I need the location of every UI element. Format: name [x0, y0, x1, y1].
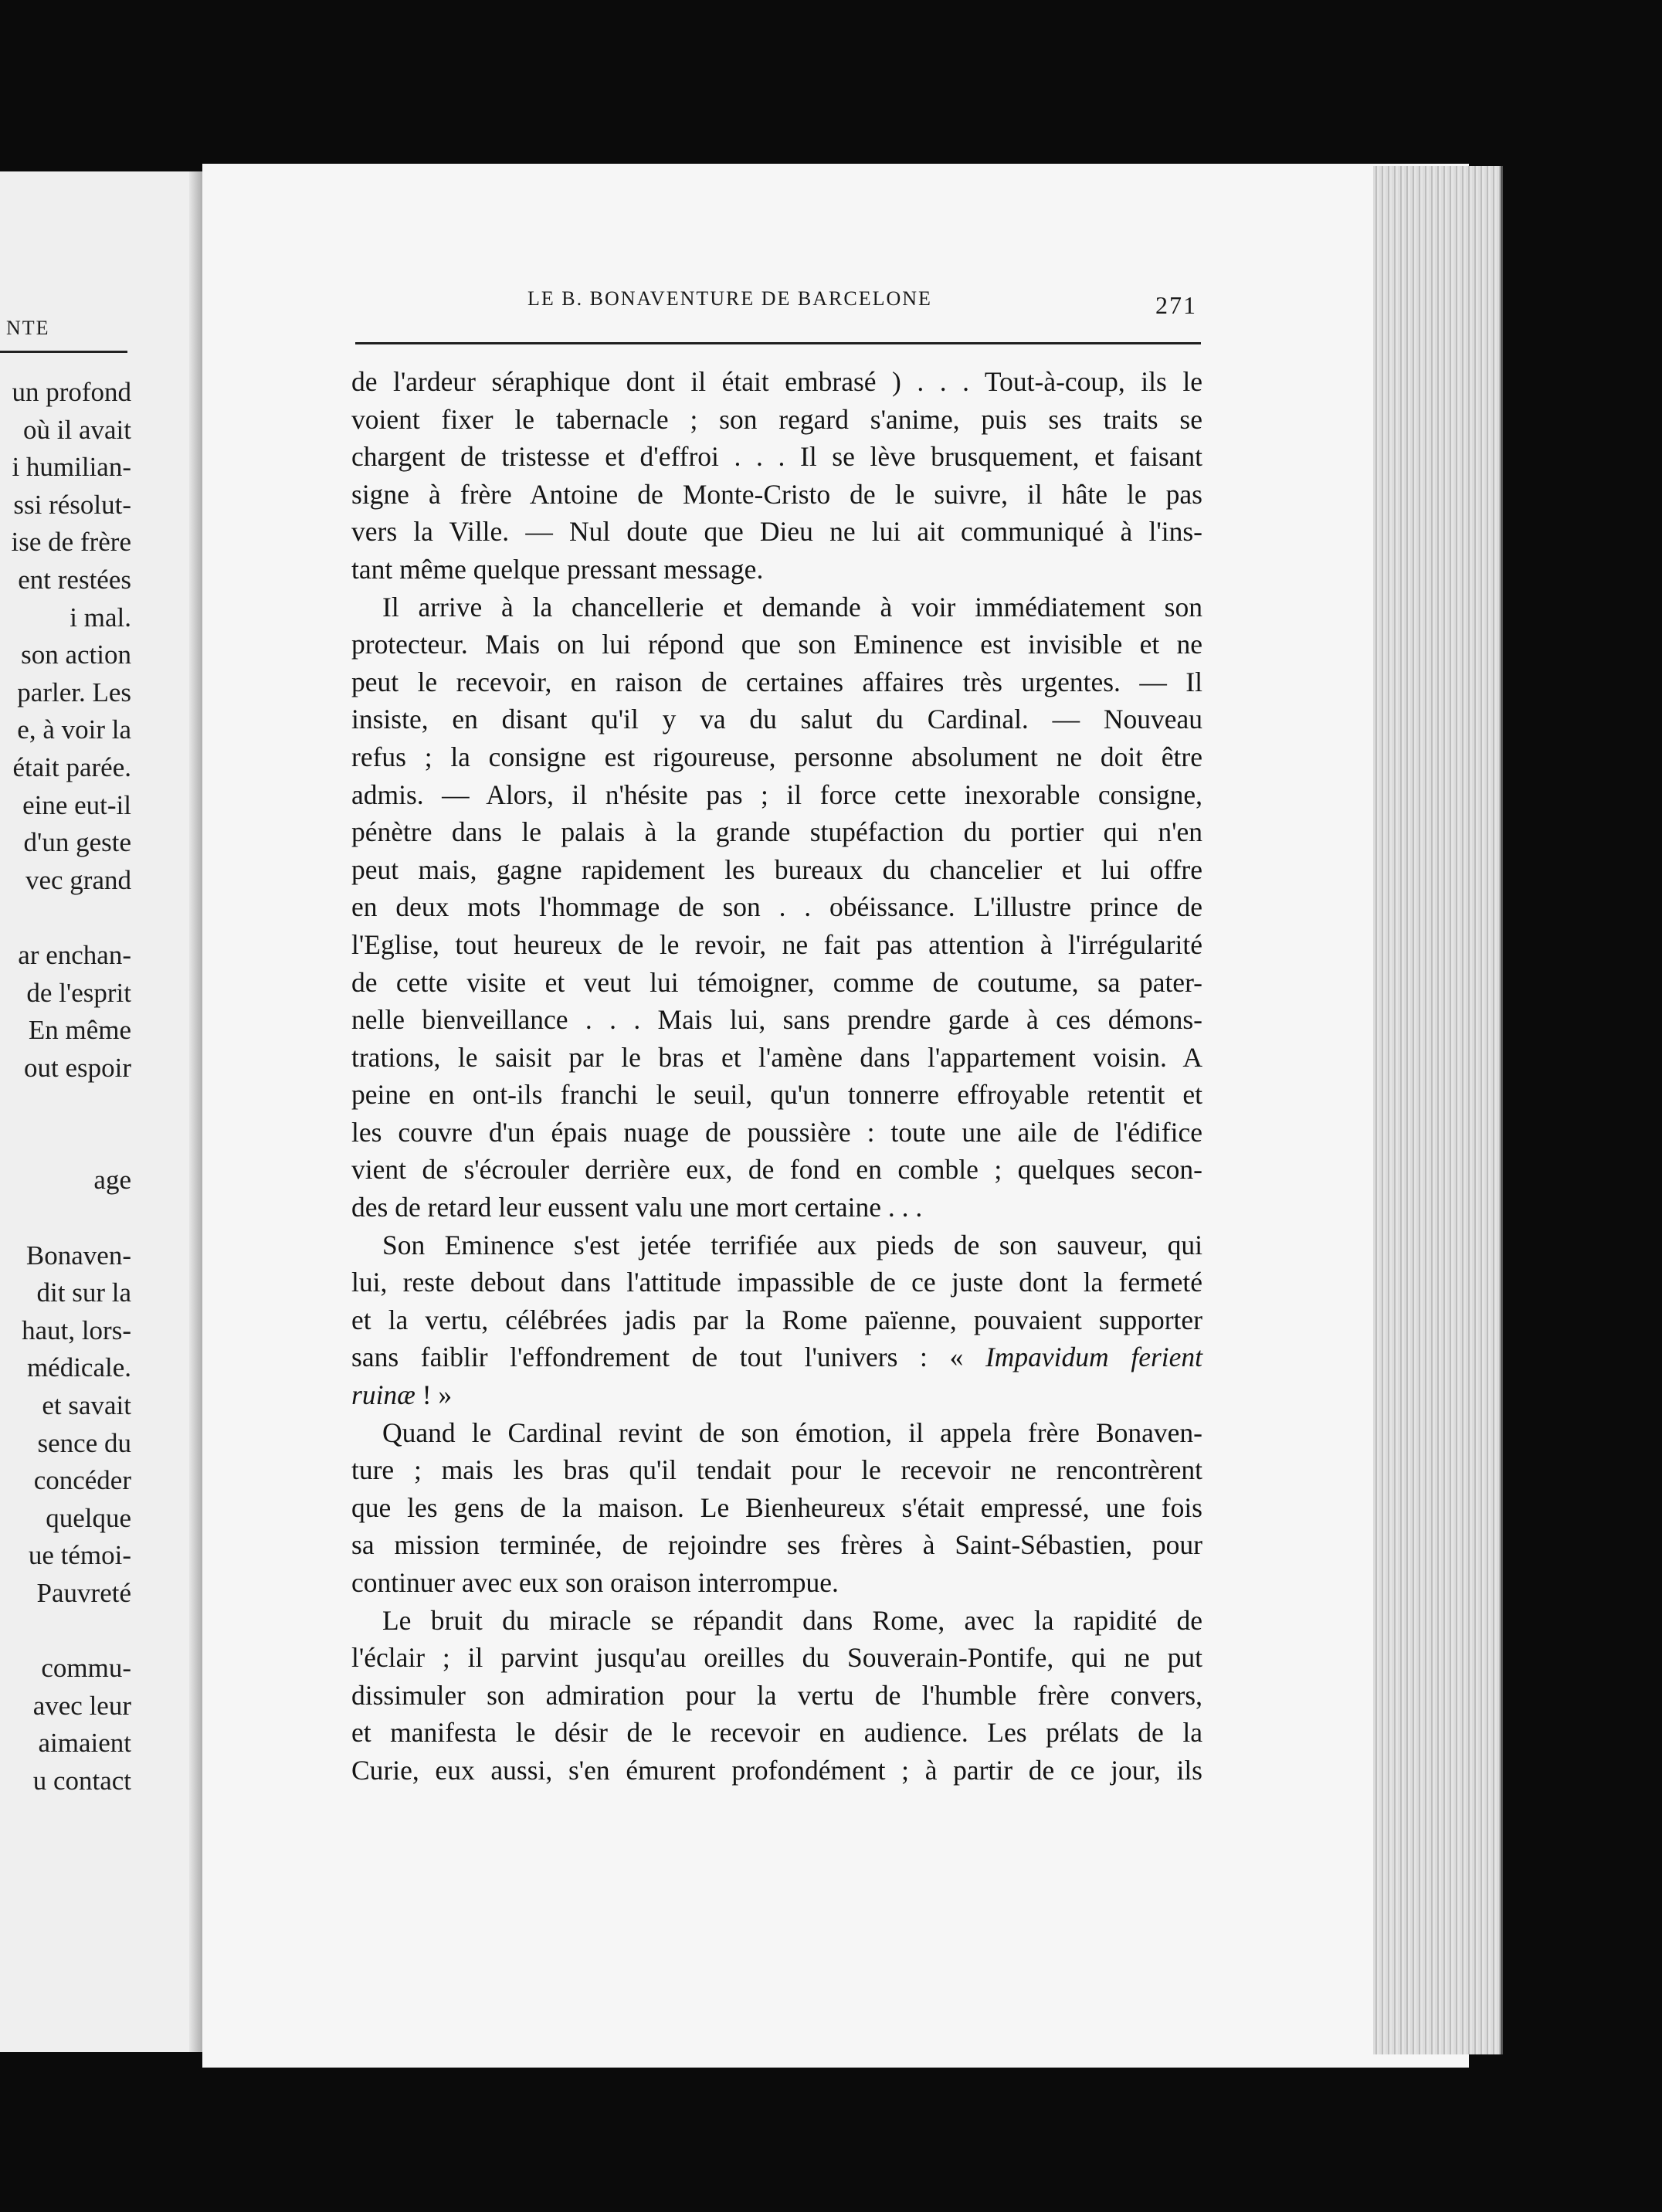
text-line-content: peut mais, gagne rapidement les bureaux du chancelier et lui offre — [351, 853, 1202, 885]
left-text-line: e, à voir la — [17, 714, 131, 745]
text-line — [351, 964, 1202, 1002]
text-line-content: de cette visite et veut lui témoigner, comme de coutume, sa pater- — [351, 966, 1202, 998]
text-line — [351, 1376, 1202, 1414]
text-line-content: trations, le saisit par le bras et l'amène dans l'appartement voisin. A — [351, 1041, 1202, 1073]
text-line — [351, 1451, 1202, 1489]
left-text-line: haut, lors- — [22, 1315, 131, 1345]
left-text-line: dit sur la — [36, 1277, 131, 1308]
left-text-line: médicale. — [26, 1352, 131, 1383]
left-text-line: concéder — [33, 1465, 131, 1496]
text-line — [351, 926, 1202, 964]
text-line-content: nelle bienveillance . . . Mais lui, sans prendre garde à ces démons- — [351, 1004, 1202, 1036]
text-line-content: pénètre dans le palais à la grande stupéfaction du portier qui n'en — [351, 816, 1202, 848]
left-header-rule — [0, 351, 127, 353]
left-text-line: Pauvreté — [36, 1578, 131, 1608]
left-page-text — [12, 374, 131, 1800]
left-text-line: était parée. — [12, 751, 131, 782]
running-head: LE B. BONAVENTURE DE BARCELONE — [527, 287, 932, 310]
text-line-content: ture ; mais les bras qu'il tendait pour le recevoir ne rencontrèrent — [351, 1454, 1202, 1486]
text-line — [351, 1114, 1202, 1152]
italic-quote: Impavidum ferient — [985, 1342, 1202, 1373]
left-text-line: quelque — [46, 1502, 131, 1533]
text-line-tail: ! » — [415, 1379, 453, 1411]
left-text-line: ent restées — [18, 564, 131, 595]
left-text-line: i mal. — [70, 602, 131, 633]
left-text-line: de l'esprit — [26, 977, 131, 1008]
text-line — [351, 813, 1202, 851]
left-text-line: avec leur — [32, 1690, 131, 1721]
text-line — [351, 851, 1202, 889]
text-line-content: admis. — Alors, il n'hésite pas ; il force cette inexorable consigne, — [351, 779, 1202, 810]
text-line-content: l'éclair ; il parvint jusqu'au oreilles du Souverain-Pontife, qui ne put — [351, 1642, 1202, 1674]
left-text-line: aimaient — [38, 1728, 131, 1759]
left-text-line: u contact — [32, 1765, 131, 1796]
text-line — [351, 476, 1202, 514]
text-line-content: insiste, en disant qu'il y va du salut du Cardinal. — Nouveau — [351, 704, 1202, 735]
text-line-content: peine en ont-ils franchi le seuil, qu'un tonnerre effroyable retentit et — [351, 1079, 1202, 1111]
left-text-line: d'un geste — [23, 827, 131, 858]
text-line-content: protecteur. Mais on lui répond que son Eminence est invisible et ne — [351, 629, 1202, 660]
text-line — [351, 1189, 1202, 1226]
text-line — [351, 1602, 1202, 1640]
left-text-line: où il avait — [23, 414, 131, 445]
left-text-line: sence du — [37, 1427, 131, 1458]
text-line — [351, 1639, 1202, 1677]
text-line-content: continuer avec eux son oraison interrompue. — [351, 1567, 839, 1598]
left-page — [0, 171, 202, 2052]
left-text-line — [12, 1613, 131, 1651]
text-line-content: voient fixer le tabernacle ; son regard s'anime, puis ses traits se — [351, 403, 1202, 435]
text-line — [351, 1001, 1202, 1039]
text-line-content: les couvre d'un épais nuage de poussière : toute une aile de l'édifice — [351, 1116, 1202, 1148]
text-line-content: sa mission terminée, de rejoindre ses frères à Saint-Sébastien, pour — [351, 1529, 1202, 1561]
text-line — [351, 513, 1202, 551]
text-line — [351, 776, 1202, 814]
text-line — [351, 888, 1202, 926]
left-text-line — [12, 1087, 131, 1125]
left-text-line: ue témoi- — [28, 1540, 131, 1571]
left-text-line: eine eut-il — [22, 789, 131, 820]
text-line-content: Quand le Cardinal revint de son émotion, il appela frère Bonaven- — [382, 1416, 1202, 1448]
left-text-line: Bonaven- — [25, 1240, 131, 1271]
text-line-content: peut le recevoir, en raison de certaines affaires très urgentes. — Il — [351, 666, 1202, 697]
text-line — [351, 1714, 1202, 1752]
text-line — [351, 589, 1202, 626]
left-text-line: i humilian- — [12, 452, 131, 483]
text-line — [351, 738, 1202, 776]
left-text-line: commu- — [41, 1653, 131, 1684]
text-line-content: vient de s'écrouler derrière eux, de fond en comble ; quelques secon- — [351, 1154, 1202, 1186]
left-text-line: vec grand — [25, 864, 131, 895]
left-text-line: age — [93, 1165, 131, 1196]
text-line-content: en deux mots l'hommage de son . . obéissance. L'illustre prince de — [351, 891, 1202, 923]
header-rule — [355, 342, 1201, 344]
text-line — [351, 1752, 1202, 1790]
left-text-line: out espoir — [23, 1052, 131, 1083]
text-line — [351, 1414, 1202, 1452]
left-running-head: NTE — [6, 317, 50, 339]
left-text-line: ise de frère — [11, 527, 131, 558]
text-line-content: de l'ardeur séraphique dont il était embrasé ) . . . Tout-à-coup, ils le — [351, 366, 1202, 397]
text-line — [351, 701, 1202, 738]
left-text-line: ssi résolut- — [13, 489, 131, 520]
text-line-content: dissimuler son admiration pour la vertu de l'humble frère convers, — [351, 1679, 1202, 1711]
text-line — [351, 1526, 1202, 1564]
left-text-line: un profond — [12, 377, 131, 407]
text-line-content: des de retard leur eussent valu une mort certaine . . . — [351, 1192, 923, 1223]
text-line-content: l'Eglise, tout heureux de le revoir, ne fait pas attention à l'irrégularité — [351, 928, 1202, 960]
text-line — [351, 1264, 1202, 1301]
text-line — [351, 1151, 1202, 1189]
left-text-line — [12, 1125, 131, 1162]
text-line-content: sans faiblir l'effondrement de tout l'univers : « — [351, 1342, 985, 1373]
text-line — [351, 551, 1202, 589]
text-line-content: tant même quelque pressant message. — [351, 553, 764, 585]
text-line — [351, 363, 1202, 401]
text-line — [351, 1226, 1202, 1264]
text-line-content: refus ; la consigne est rigoureuse, personne absolument ne doit être — [351, 741, 1202, 772]
body-text — [351, 363, 1202, 1790]
left-text-line: parler. Les — [17, 677, 131, 707]
text-line — [351, 1039, 1202, 1077]
text-line — [351, 1076, 1202, 1114]
text-line — [351, 1489, 1202, 1527]
text-line-content: que les gens de la maison. Le Bienheureux s'était empressé, une fois — [351, 1491, 1202, 1523]
left-text-line — [12, 899, 131, 937]
text-line-content: vers la Ville. — Nul doute que Dieu ne lui ait communiqué à l'ins- — [351, 516, 1202, 548]
left-text-line — [12, 1199, 131, 1237]
text-line — [351, 1564, 1202, 1602]
text-line-content: et la vertu, célébrées jadis par la Rome païenne, pouvaient supporter — [351, 1304, 1202, 1335]
text-line-content: Le bruit du miracle se répandit dans Rome, avec la rapidité de — [382, 1604, 1202, 1636]
italic-quote: ruinæ — [351, 1379, 416, 1411]
text-line — [351, 401, 1202, 439]
text-line — [351, 1338, 1202, 1376]
left-text-line: et savait — [42, 1390, 131, 1421]
text-line-content: Curie, eux aussi, s'en émurent profondément ; à partir de ce jour, ils — [351, 1754, 1202, 1786]
left-text-line: En même — [28, 1015, 131, 1046]
text-line — [351, 626, 1202, 663]
text-line — [351, 663, 1202, 701]
text-line-content: chargent de tristesse et d'effroi . . . Il se lève brusquement, et faisant — [351, 441, 1202, 473]
text-line — [351, 438, 1202, 476]
left-text-line: ar enchan- — [18, 939, 131, 970]
text-line-content: Il arrive à la chancellerie et demande à voir immédiatement son — [382, 591, 1202, 623]
text-line-content: et manifesta le désir de le recevoir en audience. Les prélats de la — [351, 1717, 1202, 1749]
text-line — [351, 1301, 1202, 1339]
text-line — [351, 1677, 1202, 1715]
text-line-content: lui, reste debout dans l'attitude impassible de ce juste dont la fermeté — [351, 1267, 1202, 1298]
page-edges — [1373, 166, 1503, 2054]
text-line-content: signe à frère Antoine de Monte-Cristo de le suivre, il hâte le pas — [351, 478, 1202, 510]
text-line-content: Son Eminence s'est jetée terrifiée aux pieds de son sauveur, qui — [382, 1229, 1202, 1260]
page-number: 271 — [1155, 291, 1197, 319]
left-text-line: son action — [21, 640, 131, 670]
